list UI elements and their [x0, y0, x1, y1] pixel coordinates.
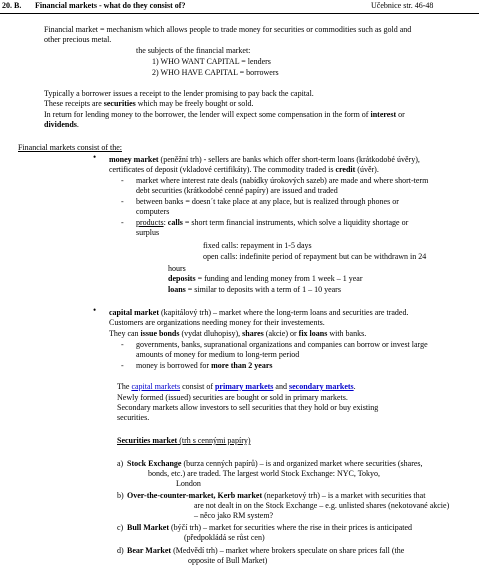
- text: = short term financial instruments, which solve a liquidity shortage or: [182, 218, 409, 227]
- subject-2: 2) WHO HAVE CAPITAL = borrowers: [152, 68, 279, 77]
- money-market-detail-2b: computers: [136, 207, 170, 216]
- capital-market-detail-2: [136, 361, 273, 370]
- bullet-icon: •: [93, 152, 97, 162]
- definition-line-2: other precious metal.: [44, 35, 112, 44]
- deposits-line: [168, 274, 362, 283]
- term-fix-loans: fix loans: [298, 329, 328, 338]
- text: (Medvědí trh) – market where brokers speculate on share prices fall (the: [171, 546, 405, 555]
- bull-market-line-2: (předpokládá se růst cen): [184, 533, 265, 542]
- text: (býčí trh) – market for securities where the rise in their prices is anticipated: [169, 523, 413, 532]
- stock-exchange-line-3: London: [176, 479, 201, 488]
- term-otc-market: Over-the-counter-market, Kerb market: [127, 491, 263, 500]
- textbook-reference: Učebnice str. 46-48: [371, 1, 434, 10]
- bear-market-line-1: [127, 546, 404, 555]
- text: (akcie) or: [263, 329, 299, 338]
- dash-icon: -: [121, 218, 124, 227]
- open-calls-line-2: hours: [168, 264, 186, 273]
- bull-market-line-1: [127, 523, 412, 532]
- capital-markets-consist: [117, 382, 356, 391]
- money-market-line-1: [109, 155, 420, 164]
- text: They can: [109, 329, 141, 338]
- text: which may be freely bought or sold.: [135, 99, 254, 108]
- loans-line: [168, 285, 341, 294]
- subjects-heading: the subjects of the financial market:: [136, 46, 251, 55]
- consists-heading: Financial markets consist of the:: [18, 143, 122, 152]
- secondary-line-1: Secondary markets allow investors to sell securities that they hold or buy existing: [117, 403, 379, 412]
- money-market-detail-1b: debt securities (krátkodobé cenné papíry) are issued and traded: [136, 186, 338, 195]
- text: (neparketový trh) – is a market with securities that: [262, 491, 426, 500]
- term-bear-market: Bear Market: [127, 546, 172, 555]
- money-market-detail-3b: surplus: [136, 228, 160, 237]
- section-number: 20. B.: [2, 1, 22, 10]
- receipt-paragraph-line-2: [44, 99, 254, 108]
- term-credit: credit: [335, 165, 356, 174]
- money-market-detail-1a: market where interest rate deals (nabídky úrokových sazeb) are made and where short-term: [136, 176, 429, 185]
- item-b-label: b): [117, 491, 124, 500]
- text: (kapitálový trh) – market where the long-term loans and securities are traded.: [159, 308, 409, 317]
- term-more-than-2-years: more than 2 years: [211, 361, 273, 370]
- text: The: [117, 382, 132, 391]
- text: = similar to deposits with a term of 1 – 10 years: [185, 285, 341, 294]
- otc-market-line-3: – něco jako RM system?: [194, 511, 274, 520]
- term-loans: loans: [168, 285, 186, 294]
- otc-market-line-2: are not dealt in on the Stock Exchange – e.g. unlisted shares (nekotované akcie): [194, 501, 450, 510]
- receipt-paragraph-line-4: [44, 120, 79, 129]
- open-calls-line-1: open calls: indefinite period of repayment but can be withdrawn in 24: [203, 252, 427, 261]
- term-money-market: money market: [109, 155, 159, 164]
- text: (vydat dluhopisy),: [179, 329, 243, 338]
- text: (trh s cennými papíry): [177, 436, 251, 445]
- fixed-calls: fixed calls: repayment in 1-5 days: [203, 241, 312, 250]
- item-c-label: c): [117, 523, 124, 532]
- dash-icon: -: [121, 361, 124, 370]
- text: (úvěr).: [355, 165, 379, 174]
- capital-market-line-2: Customers are organizations needing money for their investements.: [109, 318, 325, 327]
- text: or: [396, 110, 405, 119]
- text: certificates of deposit (vkladové certifikáty). The commodity traded is: [109, 165, 336, 174]
- text: (burza cenných papírů) – is and organized market where securities (shares,: [181, 459, 423, 468]
- primary-markets-link[interactable]: primary markets: [214, 382, 274, 391]
- capital-market-line-1: [109, 308, 408, 317]
- term-calls: calls: [167, 218, 183, 227]
- text: consist of: [180, 382, 215, 391]
- term-issue-bonds: issue bonds: [140, 329, 180, 338]
- term-capital-market: capital market: [109, 308, 159, 317]
- money-market-line-2: [109, 165, 379, 174]
- money-market-detail-2a: between banks = doesn´t take place at any place, but is realized through phones or: [136, 197, 399, 206]
- term-stock-exchange: Stock Exchange: [127, 459, 182, 468]
- stock-exchange-line-1: [127, 459, 423, 468]
- definition-line-1: Financial market = mechanism which allows people to trade money for securities or commodities such as gold and: [44, 25, 412, 34]
- item-a-label: a): [117, 459, 124, 468]
- term-shares: shares: [242, 329, 264, 338]
- secondary-markets-link[interactable]: secondary markets: [288, 382, 354, 391]
- subject-1: 1) WHO WANT CAPITAL = lenders: [152, 57, 271, 66]
- otc-market-line-1: [127, 491, 425, 500]
- money-market-detail-3a: [136, 218, 408, 227]
- term-bull-market: Bull Market: [127, 523, 169, 532]
- term-deposits: deposits: [168, 274, 196, 283]
- text: = funding and lending money from 1 week – 1 year: [195, 274, 363, 283]
- text: and: [273, 382, 289, 391]
- text: with banks.: [327, 329, 367, 338]
- text: .: [353, 382, 356, 391]
- text: :: [163, 218, 168, 227]
- text: money is borrowed for: [136, 361, 212, 370]
- text: In return for lending money to the borrower, the lender will expect some compensation in the form of: [44, 110, 371, 119]
- stock-exchange-line-2: bonds, etc.) are traded. The largest world Stock Exchange: NYC, Tokyo,: [148, 469, 381, 478]
- term-dividends: dividends: [44, 120, 77, 129]
- term-products: products: [136, 218, 164, 227]
- item-d-label: d): [117, 546, 124, 555]
- receipt-paragraph-line-3: [44, 110, 405, 119]
- header-rule: [0, 13, 479, 14]
- bullet-icon: •: [93, 305, 97, 315]
- receipt-paragraph-line-1: Typically a borrower issues a receipt to the lender promising to pay back the capital.: [44, 89, 314, 98]
- capital-market-detail-1b: amounts of money for medium to long-term period: [136, 350, 300, 359]
- capital-market-detail-1a: governments, banks, supranational organizations and companies can borrow or invest large: [136, 340, 428, 349]
- text: (peněžní trh) - sellers are banks which offer short-term loans (krátkodobé úvěry),: [158, 155, 420, 164]
- text: These receipts are: [44, 99, 104, 108]
- term-securities: securities: [103, 99, 136, 108]
- bear-market-line-2: opposite of Bull Market): [188, 556, 268, 565]
- term-securities-market: Securities market: [117, 436, 178, 445]
- secondary-line-2: securities.: [117, 413, 150, 422]
- dash-icon: -: [121, 340, 124, 349]
- page-title: Financial markets - what do they consist of?: [35, 1, 186, 10]
- dash-icon: -: [121, 176, 124, 185]
- securities-market-heading: [117, 436, 251, 445]
- capital-market-line-3: [109, 329, 366, 338]
- dash-icon: -: [121, 197, 124, 206]
- capital-markets-link[interactable]: capital markets: [131, 382, 181, 391]
- newly-formed-line: Newly formed (issued) securities are bought or sold in primary markets.: [117, 393, 348, 402]
- text: .: [76, 120, 79, 129]
- term-interest: interest: [370, 110, 397, 119]
